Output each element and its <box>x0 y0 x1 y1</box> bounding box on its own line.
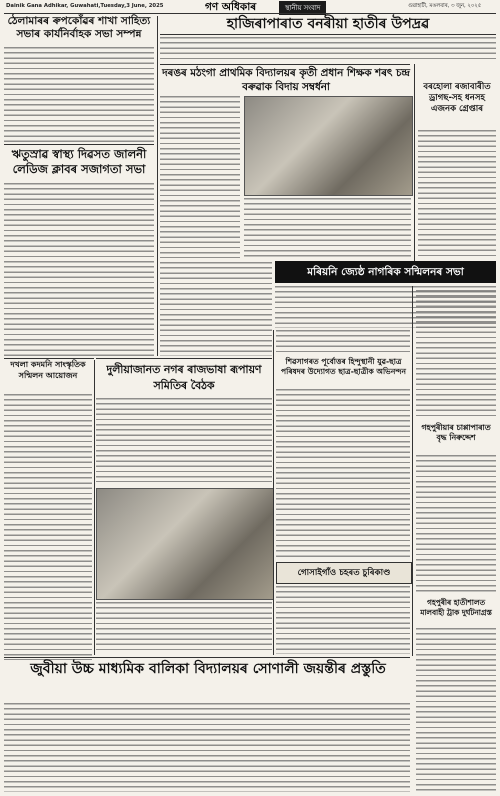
center-photo-a <box>244 96 413 196</box>
masthead-date: গুৱাহাটী, মঙলবাৰ, ৩ জুন, ২০২৫ <box>408 3 482 9</box>
far-right-headline-a: গহপুৰীয়াৰ চাপ্পাপাৰাত বৃদ্ধ নিৰুদ্দেশ <box>421 423 491 442</box>
col1-text-1 <box>4 47 154 143</box>
right-c-box <box>276 562 412 584</box>
right-headline-a: বৰহোলা ৰজাবাৰীত ড্ৰাগছ-সহ ধনসহ এজনক গ্ৰেপ্তাৰ <box>423 82 491 114</box>
center-photo-b <box>96 488 274 600</box>
right-text-b <box>276 389 410 559</box>
masthead-info: Dainik Gana Adhikar, Guwahati,Tuesday,3 June, 2025 <box>6 3 164 9</box>
far-right-headline-b: গহপুৰীৰ হাতীশালত মালবাহী ট্ৰাক দুৰ্ঘটনাগ্ৰস্ত <box>420 598 492 617</box>
divider <box>4 657 410 658</box>
right-text-top <box>276 330 410 354</box>
lead-text <box>160 37 496 63</box>
banner <box>275 261 496 283</box>
center-headline-b: দুলীয়াজানত নগৰ ৰাজভাষা ৰূপায়ণ সমিতিৰ বৈঠক <box>106 363 262 392</box>
banner-title: মৰিয়নি জ্যেষ্ঠ নাগৰিক সন্মিলনৰ সভা <box>307 266 464 278</box>
right-headline-c: গোসাইগাঁও চহৰত চুৰিকাণ্ড <box>297 568 391 578</box>
right-headline-b: শিৱসাগৰত পূৰ্বোত্তৰ হিন্দুস্থানী যুৱ-ছাত্ৰ পৰিষদৰ উদ্যোগত ছাত্ৰ-ছাত্ৰীক অভিনন্দন <box>281 357 406 376</box>
bottom-text <box>4 703 410 792</box>
divider <box>160 64 410 65</box>
far-right-text-a <box>416 455 496 595</box>
col1-article-2 <box>4 147 154 357</box>
col1-text-2 <box>4 183 154 357</box>
lead-headline: হাজিৰাপাৰাত বনৰীয়া হাতীৰ উপদ্ৰৱ <box>226 16 430 32</box>
far-right-text-top <box>416 290 496 420</box>
center-text-b-top <box>160 262 272 356</box>
divider <box>4 358 94 359</box>
masthead-brand: গণ অধিকাৰ <box>205 1 257 13</box>
divider <box>160 34 496 35</box>
center-headline-a: দৰঙৰ মঠংগা প্ৰাথমিক বিদ্যালয়ৰ কৃতী প্ৰধান শিক্ষক শৰৎ চন্দ্ৰ বৰুৱাক বিদায় সম্বৰ্ধনা <box>162 67 410 93</box>
center-text-a-right <box>244 198 411 258</box>
right-text-c <box>276 586 410 654</box>
center-text-b2 <box>96 602 272 654</box>
col1-text-3 <box>4 394 92 660</box>
column-divider <box>157 16 158 356</box>
masthead-rule <box>4 13 496 14</box>
column-divider <box>273 330 274 655</box>
col1-headline-2: ঋতুস্ৰাৱ স্বাস্থ্য দিৱসত জালনী লেডিজ ক্লাবৰ সজাগতা সভা <box>11 147 147 176</box>
divider <box>4 144 154 145</box>
center-text-a-left <box>160 96 240 258</box>
right-text-a <box>418 130 496 260</box>
masthead-section: স্থানীয় সংবাদ <box>279 1 326 15</box>
bottom-headline: জুবীয়া উচ্চ মাধ্যমিক বালিকা বিদ্যালয়ৰ সোণালী জয়ন্তীৰ প্ৰস্তুতি <box>30 661 386 677</box>
col1-article-1 <box>4 15 154 143</box>
column-divider <box>412 286 413 656</box>
col1-article-3 <box>4 360 92 660</box>
center-text-b <box>96 398 272 482</box>
masthead <box>0 0 500 14</box>
col1-headline-3: দখলা কদমনি সাংস্কৃতিক সন্মিলন আয়োজন <box>10 360 86 380</box>
divider <box>96 358 272 359</box>
col1-headline-1: ঠেলামাৰৰ ৰুপকোঁৱৰ শাখা সাহিত্য সভাৰ কাৰ্যনিৰ্বাহক সভা সম্পন্ন <box>7 15 151 40</box>
column-divider <box>94 360 95 655</box>
far-right-text-b <box>416 628 496 792</box>
column-divider <box>414 64 415 264</box>
